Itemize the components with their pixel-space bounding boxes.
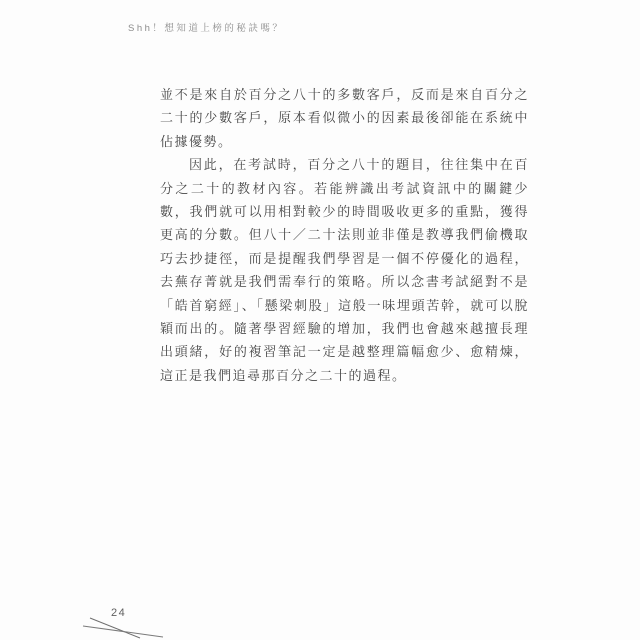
paragraph: 因此，在考試時，百分之八十的題目，往往集中在百分之二十的教材內容。若能辨識出考試資訊中的關鍵少數，我們就可以用相對較少的時間吸收更多的重點，獲得更高的分數。但八十／二十法則並非僅是教導我們偷機取巧去抄捷徑，而是提醒我們學習是一個不停優化的過程，去蕪存菁就是我們需奉行的策略。所以念書考試絕對不是「皓首窮經」、「懸梁刺股」這般一味埋頭苦幹，就可以脫穎而出的。隨著學習經驗的增加，我們也會越來越擅長理出頭緒，好的複習筆記一定是越整理篇幅愈少、愈精煉，這正是我們追尋那百分之二十的過程。 — [160, 157, 529, 383]
body-text-block — [160, 83, 529, 387]
ornament-line-shallow — [83, 626, 163, 637]
running-header: Shh！想知道上榜的秘訣嗎？ — [128, 23, 285, 34]
page-number: 24 — [111, 607, 127, 619]
crossed-lines-ornament — [78, 612, 170, 640]
paragraph-continuation: 並不是來自於百分之八十的多數客戶，反而是來自百分之二十的少數客戶，原本看似微小的因素最後卻能在系統中佔據優勢。 — [160, 87, 529, 149]
